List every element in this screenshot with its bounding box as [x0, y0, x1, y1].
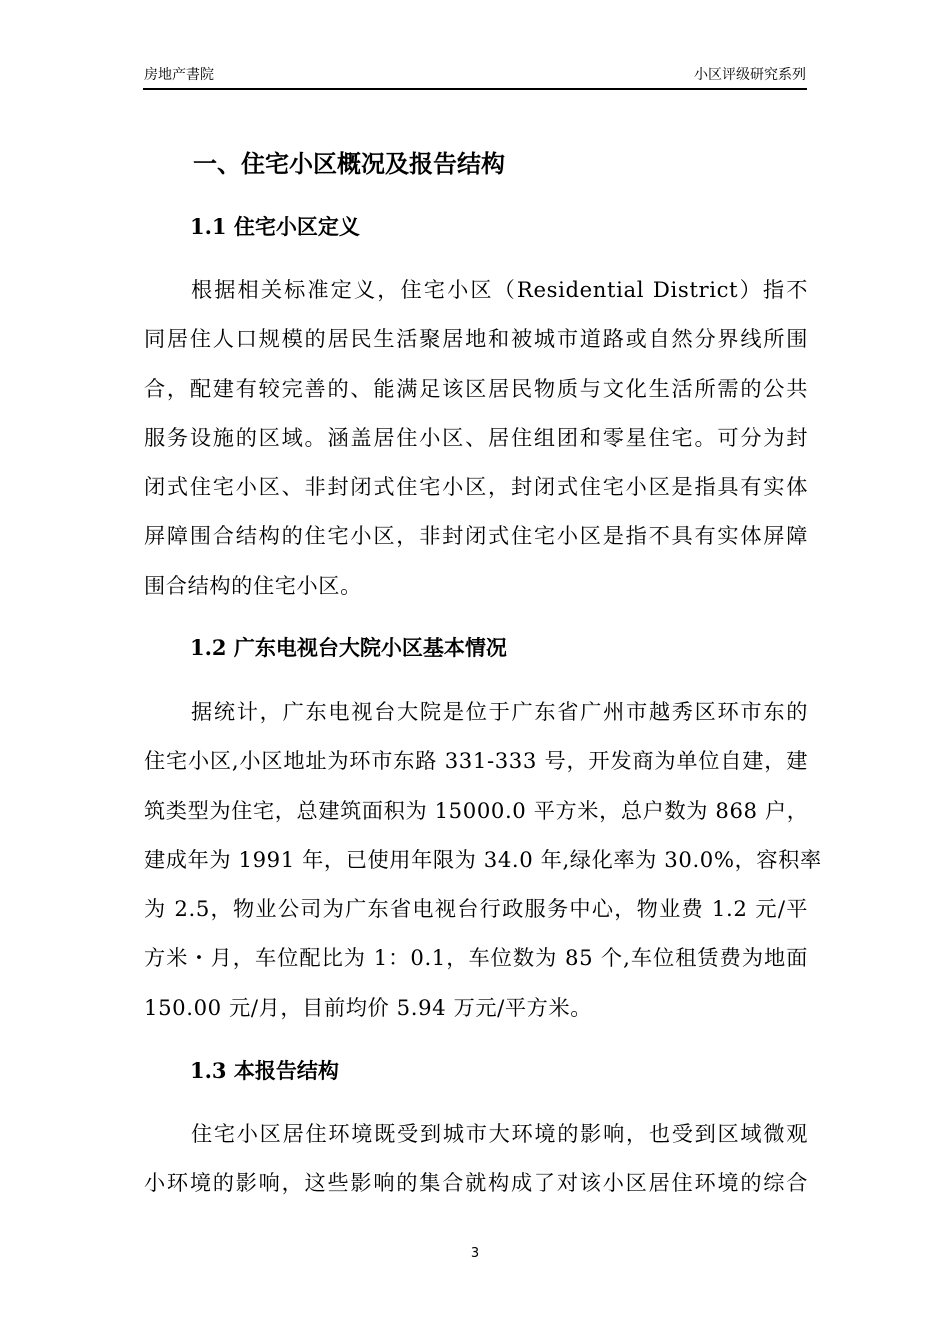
section-heading-1-1: 1.1 住宅小区定义	[190, 214, 360, 239]
paragraph-line: 住宅小区居住环境既受到城市大环境的影响，也受到区域微观	[191, 1121, 808, 1146]
page-number: 3	[470, 1246, 480, 1261]
header-series-title: 小区评级研究系列	[694, 67, 806, 83]
paragraph-line: 合，配建有较完善的、能满足该区居民物质与文化生活所需的公共	[144, 375, 808, 401]
paragraph-line: 小环境的影响，这些影响的集合就构成了对该小区居住环境的综合	[144, 1170, 808, 1196]
paragraph-line: 建成年为 1991 年，已使用年限为 34.0 年,绿化率为 30.0%，容积率	[144, 846, 822, 872]
paragraph-line: 为 2.5，物业公司为广东省电视台行政服务中心，物业费 1.2 元/平	[144, 896, 808, 922]
paragraph-line: 住宅小区,小区地址为环市东路 331-333 号，开发商为单位自建，建	[144, 748, 808, 774]
section-1-1-paragraph	[144, 265, 808, 610]
header-publisher: 房地产書院	[144, 67, 214, 83]
paragraph-line: 方米・月，车位配比为 1：0.1，车位数为 85 个,车位租赁费为地面	[144, 945, 808, 971]
section-1-2-paragraph	[144, 687, 822, 1032]
paragraph-line: 服务设施的区域。涵盖居住小区、居住组团和零星住宅。可分为封	[144, 424, 808, 450]
page-header	[143, 66, 807, 90]
section-1-3-paragraph	[144, 1109, 808, 1208]
paragraph-line: 据统计，广东电视台大院是位于广东省广州市越秀区环市东的	[191, 699, 808, 724]
paragraph-line: 筑类型为住宅，总建筑面积为 15000.0 平方米，总户数为 868 户，	[144, 797, 809, 823]
section-heading-1-3: 1.3 本报告结构	[190, 1058, 339, 1083]
chapter-title: 一、住宅小区概况及报告结构	[193, 149, 505, 178]
paragraph-line: 闭式住宅小区、非封闭式住宅小区，封闭式住宅小区是指具有实体	[144, 474, 808, 500]
paragraph-line: 同居住人口规模的居民生活聚居地和被城市道路或自然分界线所围	[144, 326, 808, 352]
section-heading-1-2: 1.2 广东电视台大院小区基本情况	[190, 635, 507, 660]
paragraph-line: 根据相关标准定义，住宅小区（Residential District）指不	[191, 277, 808, 302]
paragraph-line: 150.00 元/月，目前均价 5.94 万元/平方米。	[144, 994, 593, 1020]
paragraph-line: 屏障围合结构的住宅小区，非封闭式住宅小区是指不具有实体屏障	[144, 523, 808, 549]
paragraph-line: 围合结构的住宅小区。	[144, 572, 362, 598]
